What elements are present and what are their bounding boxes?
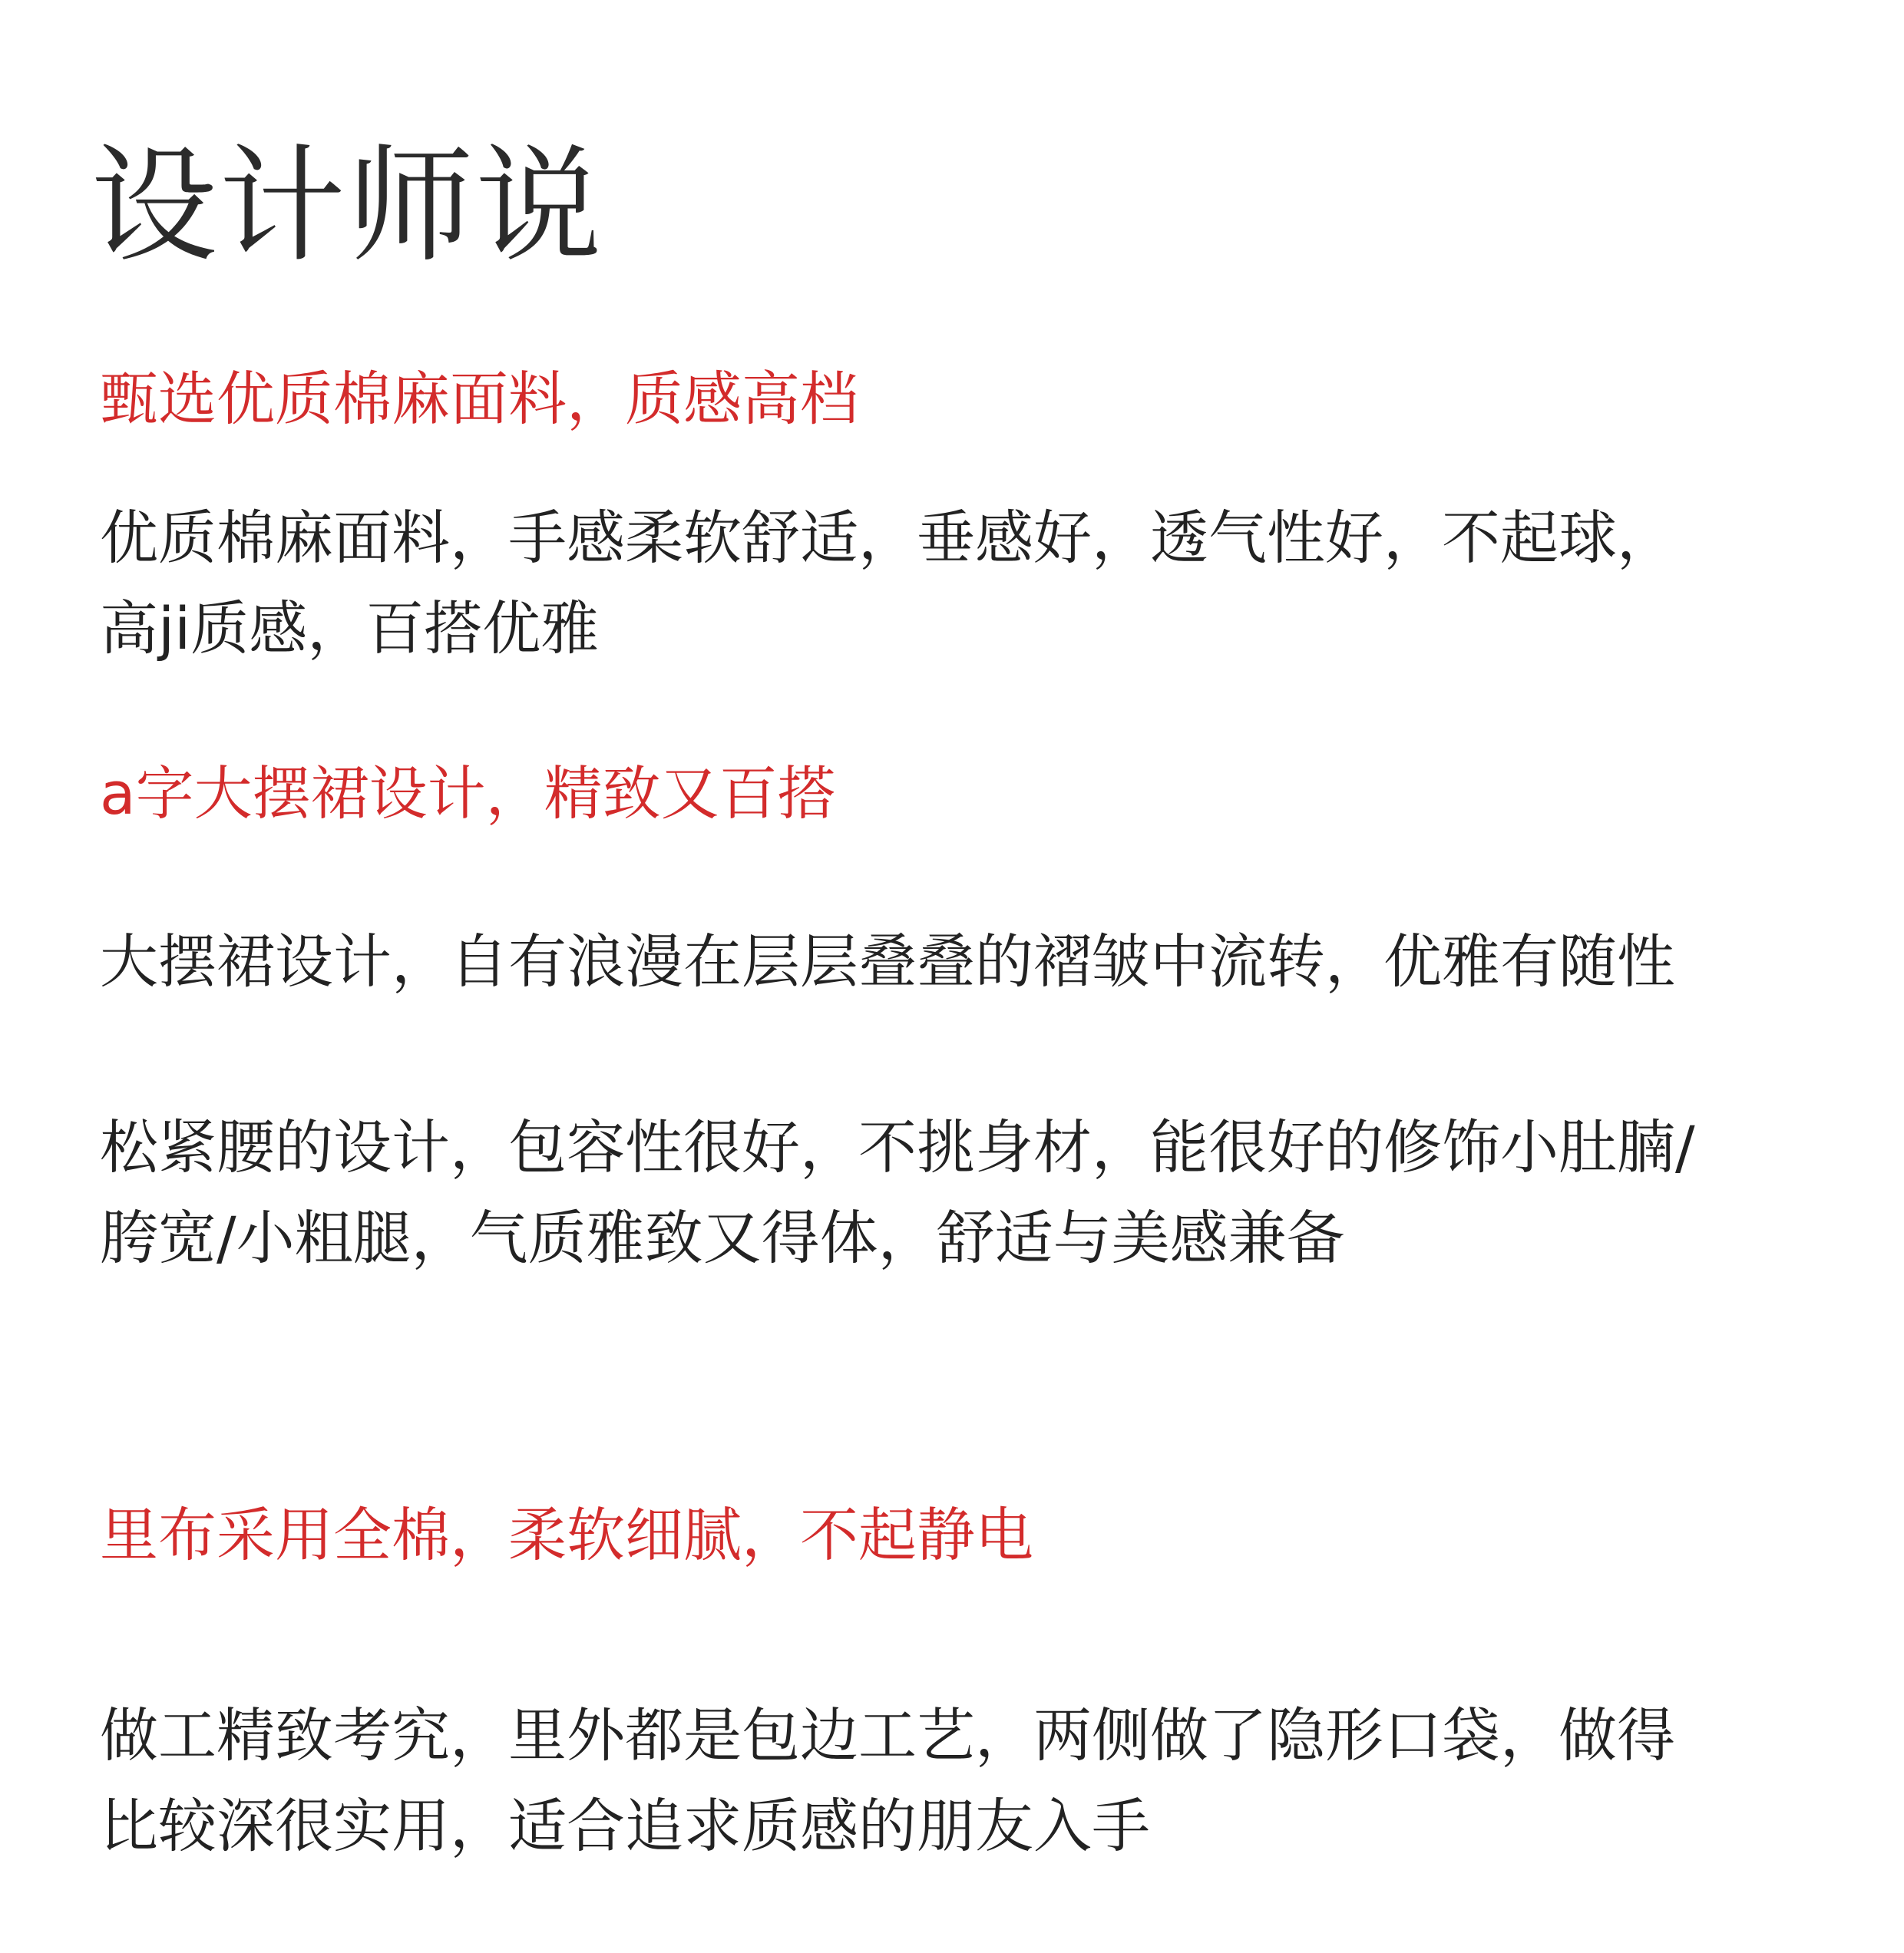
paragraph-line: 大摆裙设计，自有浪漫在层层叠叠的褶皱中流转，优雅有随性 (100, 927, 1675, 996)
paragraph-line: 胯宽/小粗腿，气质雅致又得体，舒适与美感兼备 (100, 1204, 1345, 1272)
section-heading-lining: 里布采用全棉，柔软细腻，不起静电 (100, 1501, 1033, 1569)
paragraph-lining (100, 1690, 1675, 1872)
section-heading-skirt: a字大摆裙设计，精致又百搭 (100, 759, 836, 828)
paragraph-waist (100, 1102, 1695, 1284)
paragraph-line: 比较深很实用，适合追求质感的朋友入手 (100, 1792, 1150, 1860)
paragraph-line: 松紧腰的设计，包容性很好，不挑身材，能很好的修饰小肚腩/ (100, 1113, 1695, 1181)
section-heading-fabric: 甄选优质棉麻面料，质感高档 (100, 365, 858, 433)
paragraph-skirt (100, 917, 1675, 1007)
paragraph-line: 优质棉麻面料，手感柔软舒适，垂感好，透气性好，不起球， (100, 504, 1675, 572)
paragraph-line: 高ji质感，百搭优雅 (100, 594, 600, 663)
paragraph-line: 做工精致考究，里外都是包边工艺，两侧做了隐形口袋，做得 (100, 1701, 1675, 1770)
page-title: 设计师说 (91, 132, 603, 279)
paragraph-fabric (100, 493, 1675, 674)
